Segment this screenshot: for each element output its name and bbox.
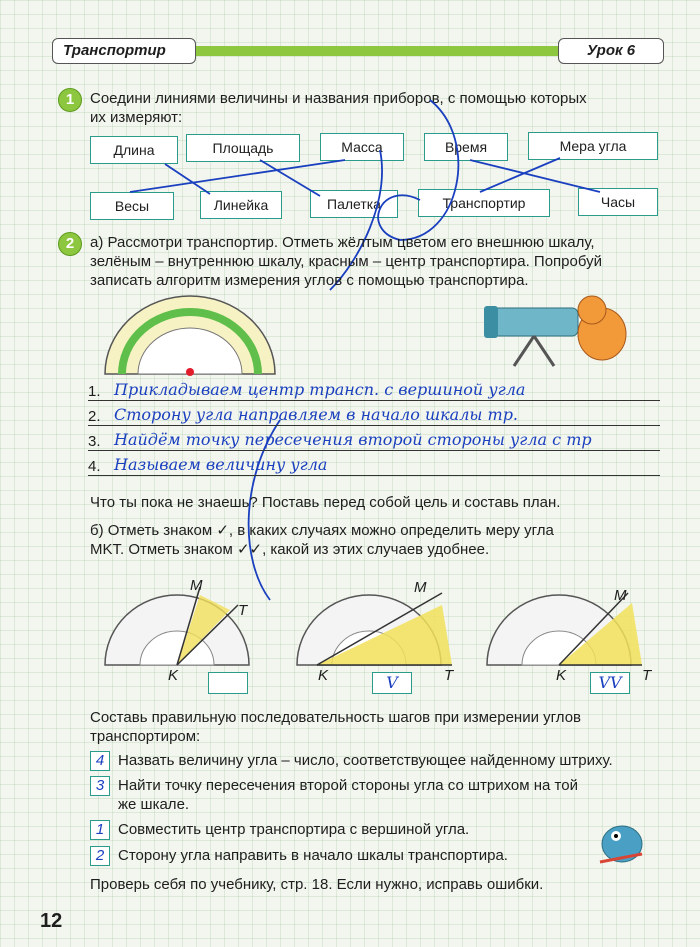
step-number-3[interactable]: 1	[90, 820, 110, 840]
step-text-4: Сторону угла направить в начало шкалы транспортира.	[118, 847, 508, 864]
task2-a-2: зелёным – внутреннюю шкалу, красным – центр транспортира. Попробуй	[90, 253, 602, 270]
protractor-center-dot	[186, 368, 194, 376]
sequence-intro-2: транспортиром:	[90, 728, 201, 745]
box-ruler: Линейка	[200, 191, 282, 219]
box-scales: Весы	[90, 192, 174, 220]
line-length-ruler	[165, 164, 210, 194]
protractor-case-1	[105, 587, 249, 665]
check-box-2[interactable]: V	[372, 672, 412, 694]
algorithm-line-4[interactable]: 4. Называем величину угла	[88, 453, 660, 476]
step-text-3: Совместить центр транспортира с вершиной угла.	[118, 821, 470, 838]
question-text: Что ты пока не знаешь? Поставь перед собой цель и составь план.	[90, 494, 561, 511]
algorithm-answer-1: Прикладываем центр трансп. с вершиной угла	[114, 380, 526, 399]
lesson-label: Урок 6	[558, 38, 664, 64]
page-number: 12	[40, 910, 63, 932]
algorithm-line-2[interactable]: 2. Сторону угла направляем в начало шкалы тр.	[88, 403, 660, 426]
task2-number: 2	[58, 232, 82, 256]
algorithm-answer-4: Называем величину угла	[114, 455, 328, 474]
box-area: Площадь	[186, 134, 300, 162]
box-protractor: Транспортир	[418, 189, 550, 217]
page-title: Транспортир	[52, 38, 196, 64]
bird-character-illustration	[592, 812, 652, 868]
label-K-3: K	[556, 667, 567, 684]
footer-instruction: Проверь себя по учебнику, стр. 18. Если нужно, исправь ошибки.	[90, 876, 544, 893]
step-number-1[interactable]: 4	[90, 751, 110, 771]
step-number-4[interactable]: 2	[90, 846, 110, 866]
algorithm-answer-2: Сторону угла направляем в начало шкалы тр.	[114, 405, 519, 424]
label-T-2: T	[444, 667, 454, 684]
cat-with-telescope-illustration	[484, 290, 644, 370]
line-angle-protractor	[480, 158, 560, 192]
step-text-1: Назвать величину угла – число, соответствующее найденному штриху.	[118, 752, 613, 769]
box-length: Длина	[90, 136, 178, 164]
step-text-2b: же шкале.	[118, 796, 190, 813]
algorithm-line-3[interactable]: 3. Найдём точку пересечения второй стороны угла с тр	[88, 428, 660, 451]
line-mass-scales	[130, 160, 345, 192]
label-M-3: M	[614, 587, 627, 604]
sequence-intro-1: Составь правильную последовательность шагов при измерении углов	[90, 709, 582, 726]
label-T-1: T	[238, 602, 248, 619]
step-text-2: Найти точку пересечения второй стороны угла со штрихом на той	[118, 777, 578, 794]
box-palette: Палетка	[310, 190, 398, 218]
task2-b-1: б) Отметь знаком ✓, в каких случаях можно определить меру угла	[90, 522, 554, 539]
protractor-case-2	[297, 593, 452, 665]
algorithm-line-1[interactable]: 1. Прикладываем центр трансп. с вершиной угла	[88, 378, 660, 401]
check-box-1[interactable]	[208, 672, 248, 694]
label-K-2: K	[318, 667, 329, 684]
box-time: Время	[424, 133, 508, 161]
task1-text-1: Соедини линиями величины и названия приборов, с помощью которых	[90, 90, 587, 107]
protractor-cases	[100, 575, 680, 685]
task1-text-2: их измеряют:	[90, 109, 183, 126]
box-mass: Масса	[320, 133, 404, 161]
task2-a-1: а) Рассмотри транспортир. Отметь жёлтым цветом его внешнюю шкалу,	[90, 234, 595, 251]
step-number-2[interactable]: 3	[90, 776, 110, 796]
box-angle-measure: Мера угла	[528, 132, 658, 160]
label-M-2: M	[414, 579, 427, 596]
scribble-1	[378, 100, 458, 240]
box-clock: Часы	[578, 188, 658, 216]
label-M-1: M	[190, 577, 203, 594]
label-K-1: K	[168, 667, 179, 684]
task2-a-3: записать алгоритм измерения углов с помощью транспортира.	[90, 272, 529, 289]
task2-b-2: MKT. Отметь знаком ✓✓, какой из этих случаев удобнее.	[90, 541, 490, 558]
protractor-large	[100, 292, 280, 384]
label-T-3: T	[642, 667, 652, 684]
task1-number: 1	[58, 88, 82, 112]
check-box-3[interactable]: VV	[590, 672, 630, 694]
algorithm-answer-3: Найдём точку пересечения второй стороны угла с тр	[114, 430, 592, 449]
